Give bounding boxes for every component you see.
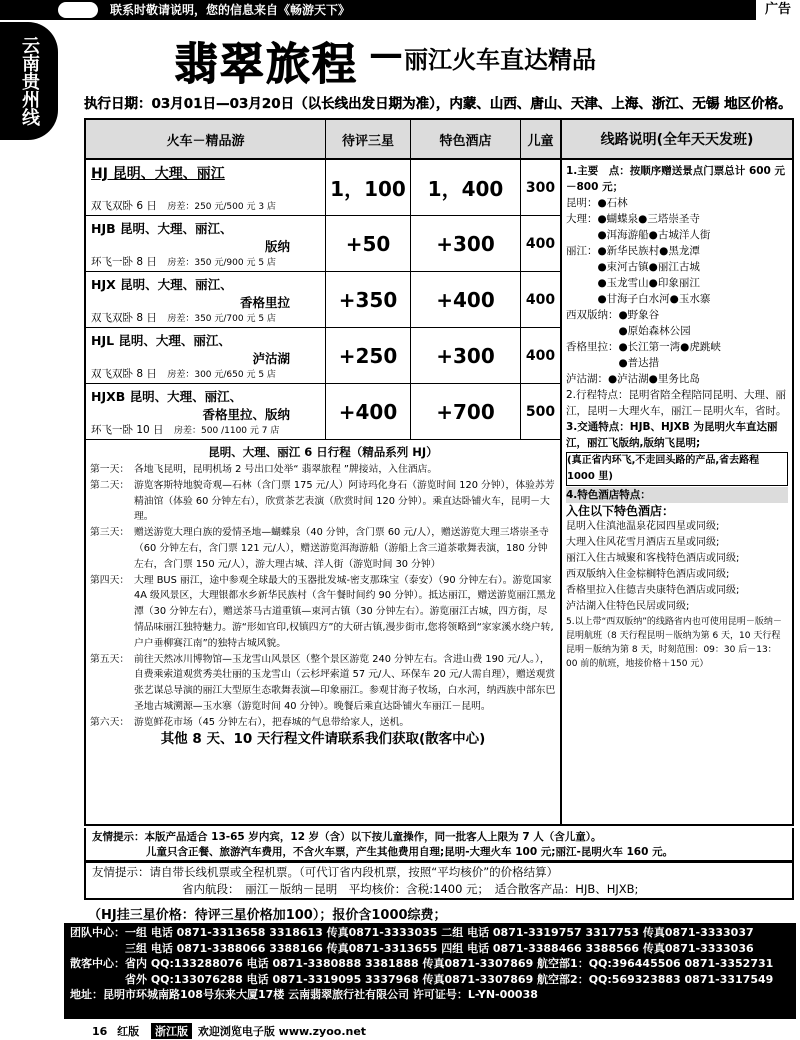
brand-subtitle: 丽江火车直达精品 xyxy=(404,45,596,74)
hotel-item: 昆明入住滇池温泉花园四星或同级; xyxy=(566,521,720,532)
hotel-item: 泸沽湖入住特色民居或同级; xyxy=(566,601,690,612)
route-item: ●普达措 xyxy=(566,357,660,369)
header-child: 儿童 xyxy=(527,133,554,149)
tip-line: 友情提示：请自带长线机票或全程机票。（可代订省内段机票，按照“平均核价”的价格结算） xyxy=(92,865,559,879)
price-three-star: +400 xyxy=(326,384,411,439)
price-three-star: +350 xyxy=(326,272,411,327)
contact-line: 地址：昆明市环城南路108号东来大厦17楼 云南翡翠旅行社有限公司 许可证号：L-YN-00038 xyxy=(70,988,538,1001)
day-text: 游览客斯特地貌奇观—石林（含门票 175 元/人）阿诗玛化身石（游览时间 120 分钟），体验苏芳精油馆（体验 60 分钟左右），欣赏茶艺表演（欣赏时间 120 分钟）。乘直达卧铺火车，昆明－大理。 xyxy=(134,479,555,523)
price-special-hotel: +400 xyxy=(411,272,521,327)
contact-line: 省外 QQ:133076288 电话 0871-3319095 3337968 传真0871-3307869 航空部2：QQ:569323883 0871-3317549 xyxy=(70,972,774,986)
fly-days: 双飞双卧 6 日 xyxy=(91,200,157,212)
route-body xyxy=(562,160,792,674)
brand-title: 翡翠旅程 xyxy=(174,39,358,90)
product-name xyxy=(86,160,326,215)
price-special-hotel: 1，400 xyxy=(411,160,521,215)
other-itineraries: 其他 8 天、10 天行程文件请联系我们获取(散客中心) xyxy=(160,730,486,747)
hotel-item: 香格里拉入住德吉央康特色酒店或同级; xyxy=(566,585,740,596)
hotel-title: 4.特色酒店特点： xyxy=(566,487,788,503)
footer xyxy=(92,1023,366,1039)
route-highlight-box: (真正省内环飞,不走回头路的产品,省去路程 1000 里) xyxy=(566,452,788,486)
table-row xyxy=(86,384,560,440)
hotel-item: 丽江入住古城聚和客栈特色酒店或同级; xyxy=(566,553,740,564)
table-header xyxy=(86,120,560,160)
top-bar-text: 联系时敬请说明，您的信息来自《畅游天下》 xyxy=(110,3,351,17)
route-item: 3.交通特点：HJB、HJXB 为昆明火车直达丽江，丽江飞版纳,版纳飞昆明; xyxy=(566,421,778,449)
route-item: ●洱海游船●古城洋人街 xyxy=(566,229,711,241)
itinerary-day xyxy=(90,652,556,715)
day-text: 赠送游览大理白族的爱情圣地—蝴蝶泉（40 分钟，含门票 60 元/人），赠送游览大理三塔崇圣寺（60 分钟左右，含门票 121 元/人），赠送游览洱海游船（游船上含三道茶歌舞表演，180 分钟左右，含门票 150 元/人），游大理古城、洋人街（游览时间 30 分钟） xyxy=(134,527,549,570)
edition-label: 红版 xyxy=(113,1023,143,1039)
title-dash: — xyxy=(369,34,403,74)
price-child: 300 xyxy=(525,179,556,196)
contact-line: 散客中心：省内 QQ:133288076 电话 0871-3380888 3381888 传真0871-3307869 航空部1：QQ:396445506 0871-3352731 xyxy=(70,957,774,970)
day-text: 各地飞昆明，昆明机场 2 号出口处举“ 翡翠旅程 ”牌接站，入住酒店。 xyxy=(134,464,438,475)
header-product: 火车－精品游 xyxy=(86,120,326,158)
table-row xyxy=(86,328,560,384)
region-label: 浙江版 xyxy=(151,1023,192,1039)
route-item: 大理：●蝴蝶泉●三塔崇圣寺 xyxy=(566,213,700,225)
day-label: 第四天： xyxy=(90,574,130,586)
route-item: 1.主要 点：按顺序赠送景点门票总计 600 元－800 元； xyxy=(566,165,786,193)
product-code-extra: 泸沽湖 xyxy=(252,351,290,366)
hotel-item: 大理入住风花雪月酒店五星或同级; xyxy=(566,537,720,548)
itinerary-day xyxy=(90,573,556,652)
product-code: HJL 昆明、大理、丽江、 xyxy=(91,333,231,348)
itinerary-day xyxy=(90,478,556,525)
product-name xyxy=(86,328,326,383)
room-diff: 房差：300 元/650 元 5 店 xyxy=(167,370,276,380)
product-duration xyxy=(91,366,276,381)
route-item: 昆明：●石林 xyxy=(566,197,628,209)
route-item: 泸沽湖：●泸沽湖●里务比岛 xyxy=(566,373,700,385)
friendly-tip xyxy=(84,828,794,862)
flight-tip xyxy=(84,862,794,900)
itinerary xyxy=(86,460,560,749)
itinerary-day xyxy=(90,715,556,731)
price-three-star: +250 xyxy=(326,328,411,383)
product-name xyxy=(86,272,326,327)
room-diff: 房差：500 /1100 元 7 店 xyxy=(174,426,280,436)
tip-line: 省内航段： 丽江－版纳－昆明 平均核价：含税:1400 元； 适合散客产品：HJB、HJXB; xyxy=(182,882,639,896)
header-three-star: 待评三星 xyxy=(326,120,411,158)
route-item: ●束河古镇●丽江古城 xyxy=(566,261,700,273)
hotel-subtitle: 入住以下特色酒店： xyxy=(566,504,675,518)
price-three-star: +50 xyxy=(326,216,411,271)
itinerary-day xyxy=(90,525,556,572)
fly-days: 双飞双卧 8 日 xyxy=(91,312,157,324)
route-panel xyxy=(562,118,794,826)
tip-line: 儿童只含正餐、旅游汽车费用，不含火车票，产生其他费用自理;昆明-大理火车 100 元;丽江-昆明火车 160 元。 xyxy=(146,846,674,858)
price-special-hotel: +700 xyxy=(411,384,521,439)
magazine-logo xyxy=(58,2,98,18)
table-row xyxy=(86,216,560,272)
itinerary-day xyxy=(90,462,556,478)
product-code-extra: 香格里拉、版纳 xyxy=(202,407,290,422)
day-label: 第三天： xyxy=(90,527,130,539)
top-bar xyxy=(0,0,800,20)
room-diff: 房差：350 元/900 元 5 店 xyxy=(167,258,276,268)
price-child: 400 xyxy=(525,291,556,308)
contact-block xyxy=(64,923,796,1019)
route-item: 西双版纳：●野象谷 xyxy=(566,309,660,321)
fly-days: 双飞双卧 8 日 xyxy=(91,368,157,380)
route-item: ●原始森林公园 xyxy=(566,325,691,337)
price-child: 400 xyxy=(525,347,556,364)
product-code-extra: 香格里拉 xyxy=(239,295,290,310)
table-row xyxy=(86,160,560,216)
route-item: ●甘海子白水河●玉水寨 xyxy=(566,293,711,305)
ad-label: 广告 xyxy=(754,0,800,20)
price-special-hotel: +300 xyxy=(411,328,521,383)
day-text: 游览鲜花市场（45 分钟左右），把春城的气息带给家人，送机。 xyxy=(134,716,410,728)
contact-line: 团队中心：一组 电话 0871-3313658 3318613 传真0871-3333035 二组 电话 0871-3319757 3317753 传真0871-3333037 xyxy=(70,926,754,939)
product-code-extra: 版纳 xyxy=(264,239,290,254)
header xyxy=(64,24,796,114)
product-code: HJ 昆明、大理、丽江 xyxy=(91,166,225,182)
price-child: 400 xyxy=(525,235,556,252)
route-title: 线路说明(全年天天发班) xyxy=(562,120,792,160)
product-duration xyxy=(91,254,276,269)
price-three-star: 1，100 xyxy=(326,160,411,215)
day-text: 大理 BUS 丽江，途中参观全球最大的玉器批发城-密支那珠宝（泰安）（90 分钟左右）。游览国家 4A 级风景区，大理银都水乡新华民族村（含午餐时间约 90 分钟）。抵达丽江，赠送游览丽江黑龙潭（30 分钟左右），赠送茶马古道重镇—束河古镇（30 分钟左右）。游览丽江古城，四方街，尽情品味丽江独特魅力。游“形如官印,权镇四方”的大研古镇,漫步街市,您将领略到“家家溪水绕户转,户户垂柳赛江南”的独特古城风貌。 xyxy=(134,574,556,649)
product-name xyxy=(86,216,326,271)
day-text: 前往天然冰川博物馆—玉龙雪山风景区（整个景区游览 240 分钟左右。含进山费 190 元/人。），自费乘索道观赏秀美壮丽的玉龙雪山（云杉坪索道 57 元/人、环保车 20 元/人需自理），赠送观赏张艺谋总导演的丽江大型原生态歌舞表演—印象丽江。参观甘海子牧场，白水河，纳西族中部东巴圣地古城溯源—玉水寨（游览时间 40 分钟）。晚餐后乘直达卧铺火车丽江－昆明。 xyxy=(134,653,556,712)
footer-text: 欢迎浏览电子版 www.zyoo.net xyxy=(197,1025,367,1038)
room-diff: 房差：350 元/700 元 5 店 xyxy=(167,314,276,324)
fly-days: 环飞一卧 8 日 xyxy=(91,256,157,268)
day-label: 第二天： xyxy=(90,479,130,491)
price-table xyxy=(84,118,562,826)
product-duration xyxy=(91,310,276,325)
product-duration xyxy=(91,422,279,437)
product-code: HJXB 昆明、大理、丽江、 xyxy=(91,389,243,404)
side-tab: 云南贵州线 xyxy=(0,22,58,140)
itinerary-title: 昆明、大理、丽江 6 日行程（精品系列 HJ） xyxy=(208,445,438,459)
price-child: 500 xyxy=(525,403,556,420)
header-special-hotel: 特色酒店 xyxy=(411,120,521,158)
execution-dates: 执行日期：03月01日—03月20日（以长线出发日期为准），内蒙、山西、唐山、天津、上海、浙江、无锡 地区价格。 xyxy=(84,96,792,112)
hotel-item: 西双版纳入住金棕榈特色酒店或同级; xyxy=(566,569,730,580)
route-item: ●玉龙雪山●印象丽江 xyxy=(566,277,700,289)
day-label: 第一天： xyxy=(90,464,130,475)
route-item-5: 5.以上带“西双版纳”的线路省内也可使用昆明－版纳－昆明航班（8 天行程昆明－版纳为第 6 天，10 天行程昆明－版纳为第 8 天，时刻范围：09：30 后－13：00 前的航班，地接价格＋150 元） xyxy=(566,617,782,669)
product-name xyxy=(86,384,326,439)
price-note: （HJ挂三星价格：待评三星价格加100）；报价含1000综费； xyxy=(88,908,447,923)
product-code: HJX 昆明、大理、丽江、 xyxy=(91,277,233,292)
route-item: 香格里拉：●长江第一湾●虎跳峡 xyxy=(566,341,721,353)
route-item: 2.行程特点：昆明省陪全程陪同昆明、大理、丽江，昆明－大理火车，丽江－昆明火车，省时。 xyxy=(566,389,787,417)
day-label: 第五天： xyxy=(90,653,130,665)
tip-line: 友情提示：本版产品适合 13-65 岁内宾，12 岁（含）以下按儿童操作，同一批客人上限为 7 人（含儿童）。 xyxy=(92,831,602,843)
table-row xyxy=(86,272,560,328)
contact-line: 三组 电话 0871-3388066 3388166 传真0871-3313655 四组 电话 0871-3388466 3388566 传真0871-3333036 xyxy=(70,941,754,955)
price-special-hotel: +300 xyxy=(411,216,521,271)
route-item: 丽江：●新华民族村●黑龙潭 xyxy=(566,245,700,257)
day-label: 第六天： xyxy=(90,716,130,728)
fly-days: 环飞一卧 10 日 xyxy=(91,424,164,436)
product-code: HJB 昆明、大理、丽江、 xyxy=(91,221,233,236)
room-diff: 房差：250 元/500 元 3 店 xyxy=(167,202,276,212)
page-number: 16 xyxy=(92,1025,108,1038)
product-duration xyxy=(91,198,276,213)
